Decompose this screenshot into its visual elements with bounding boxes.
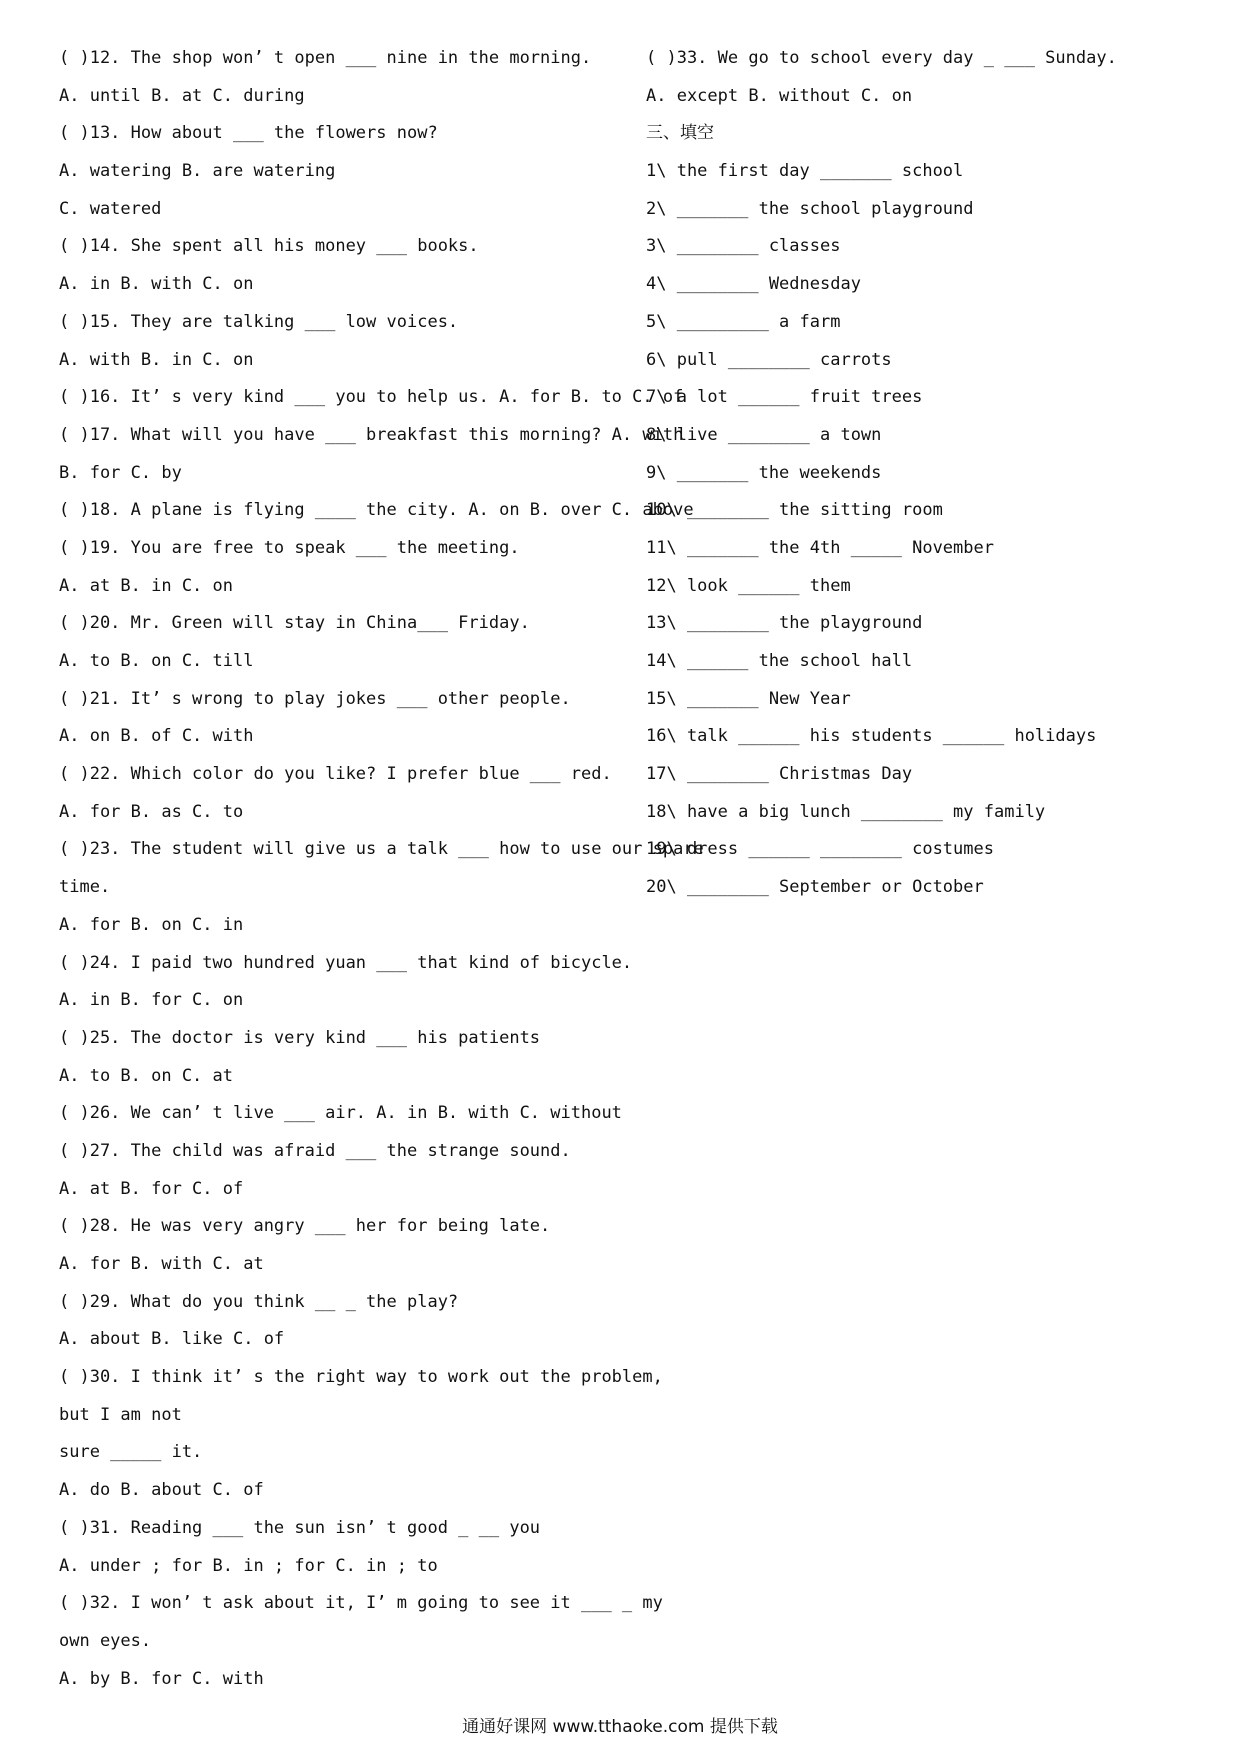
text-line: A. at B. for C. of [59,1178,244,1199]
text-line: ( )16. It’ s very kind ___ you to help us. A. for B. to C. of [59,387,684,408]
text-line: A. at B. in C. on [59,575,233,596]
page-footer: 通通好课网 www.tthaoke.com 提供下载 [462,1717,778,1737]
text-line: 15\ _______ New Year [646,688,851,709]
text-line: ( )23. The student will give us a talk ___ how to use our spare [59,839,704,860]
text-line: but I am not [59,1404,182,1425]
text-line: ( )12. The shop won’ t open ___ nine in the morning. [59,48,592,68]
text-line: B. for C. by [59,462,182,483]
text-line: 5\ _________ a farm [646,311,841,332]
text-line: A. to B. on C. at [59,1065,233,1086]
text-line: ( )13. How about ___ the flowers now? [59,123,438,144]
text-line: A. watering B. are watering [59,161,336,182]
text-line: ( )31. Reading ___ the sun isn’ t good _ __ you [59,1517,541,1538]
text-line: 三、填空 [646,123,714,144]
text-line: C. watered [59,198,162,219]
text-line: 11\ _______ the 4th _____ November [646,537,994,558]
right-column [646,40,1206,907]
text-line: ( )30. I think it’ s the right way to work out the problem, [59,1367,663,1388]
text-line: A. by B. for C. with [59,1668,264,1689]
text-line: ( )25. The doctor is very kind ___ his patients [59,1027,541,1048]
text-line: 1\ the first day _______ school [646,161,964,182]
text-line: 17\ ________ Christmas Day [646,764,913,785]
text-line: 4\ ________ Wednesday [646,274,861,295]
text-line: A. on B. of C. with [59,726,254,747]
text-line: A. in B. with C. on [59,274,254,295]
text-line: 16\ talk ______ his students ______ holidays [646,726,1097,747]
text-line: ( )21. It’ s wrong to play jokes ___ other people. [59,688,571,709]
text-line: ( )19. You are free to speak ___ the meeting. [59,537,520,558]
text-line: 10\ ________ the sitting room [646,500,943,521]
text-line: ( )29. What do you think __ _ the play? [59,1291,459,1312]
text-line: A. do B. about C. of [59,1480,264,1501]
text-line: ( )33. We go to school every day _ ___ Sunday. [646,48,1117,68]
text-line: A. under ; for B. in ; for C. in ; to [59,1555,438,1576]
text-line: 12\ look ______ them [646,575,851,596]
text-line: A. to B. on C. till [59,651,254,671]
text-line: 20\ ________ September or October [646,877,984,898]
text-line: ( )28. He was very angry ___ her for being late. [59,1216,551,1237]
text-line: ( )15. They are talking ___ low voices. [59,311,459,332]
text-line: A. about B. like C. of [59,1329,285,1350]
text-line: ( )17. What will you have ___ breakfast this morning? A. with [59,424,684,445]
text-line: A. except B. without C. on [646,85,913,106]
text-line: A. until B. at C. during [59,85,305,106]
text-line: ( )18. A plane is flying ____ the city. A. on B. over C. above [59,500,694,521]
text-line: 8\ live ________ a town [646,424,882,445]
text-line: 7\ a lot ______ fruit trees [646,387,923,408]
text-line: sure _____ it. [59,1442,203,1463]
text-line: ( )22. Which color do you like? I prefer blue ___ red. [59,764,612,785]
text-line: A. in B. for C. on [59,990,244,1011]
text-line: ( )24. I paid two hundred yuan ___ that kind of bicycle. [59,952,633,973]
text-line: 6\ pull ________ carrots [646,349,892,370]
text-line: own eyes. [59,1630,152,1651]
text-line: time. [59,877,111,898]
text-line: ( )14. She spent all his money ___ books. [59,236,479,257]
text-line: ( )27. The child was afraid ___ the strange sound. [59,1140,571,1161]
text-line: 14\ ______ the school hall [646,651,913,671]
text-line: 19\ dress ______ ________ costumes [646,839,994,860]
text-line: A. for B. with C. at [59,1254,264,1274]
text-line: ( )20. Mr. Green will stay in China___ Friday. [59,613,530,634]
text-line: 2\ _______ the school playground [646,198,974,219]
text-line: 18\ have a big lunch ________ my family [646,801,1046,822]
text-line: 9\ _______ the weekends [646,462,882,483]
text-line: ( )26. We can’ t live ___ air. A. in B. with C. without [59,1103,622,1124]
text-line: 3\ ________ classes [646,236,841,257]
text-line: A. for B. as C. to [59,801,244,822]
text-line: A. for B. on C. in [59,914,244,935]
text-line: 13\ ________ the playground [646,613,923,634]
text-line: A. with B. in C. on [59,349,254,370]
text-line: ( )32. I won’ t ask about it, I’ m going to see it ___ _ my [59,1593,663,1614]
